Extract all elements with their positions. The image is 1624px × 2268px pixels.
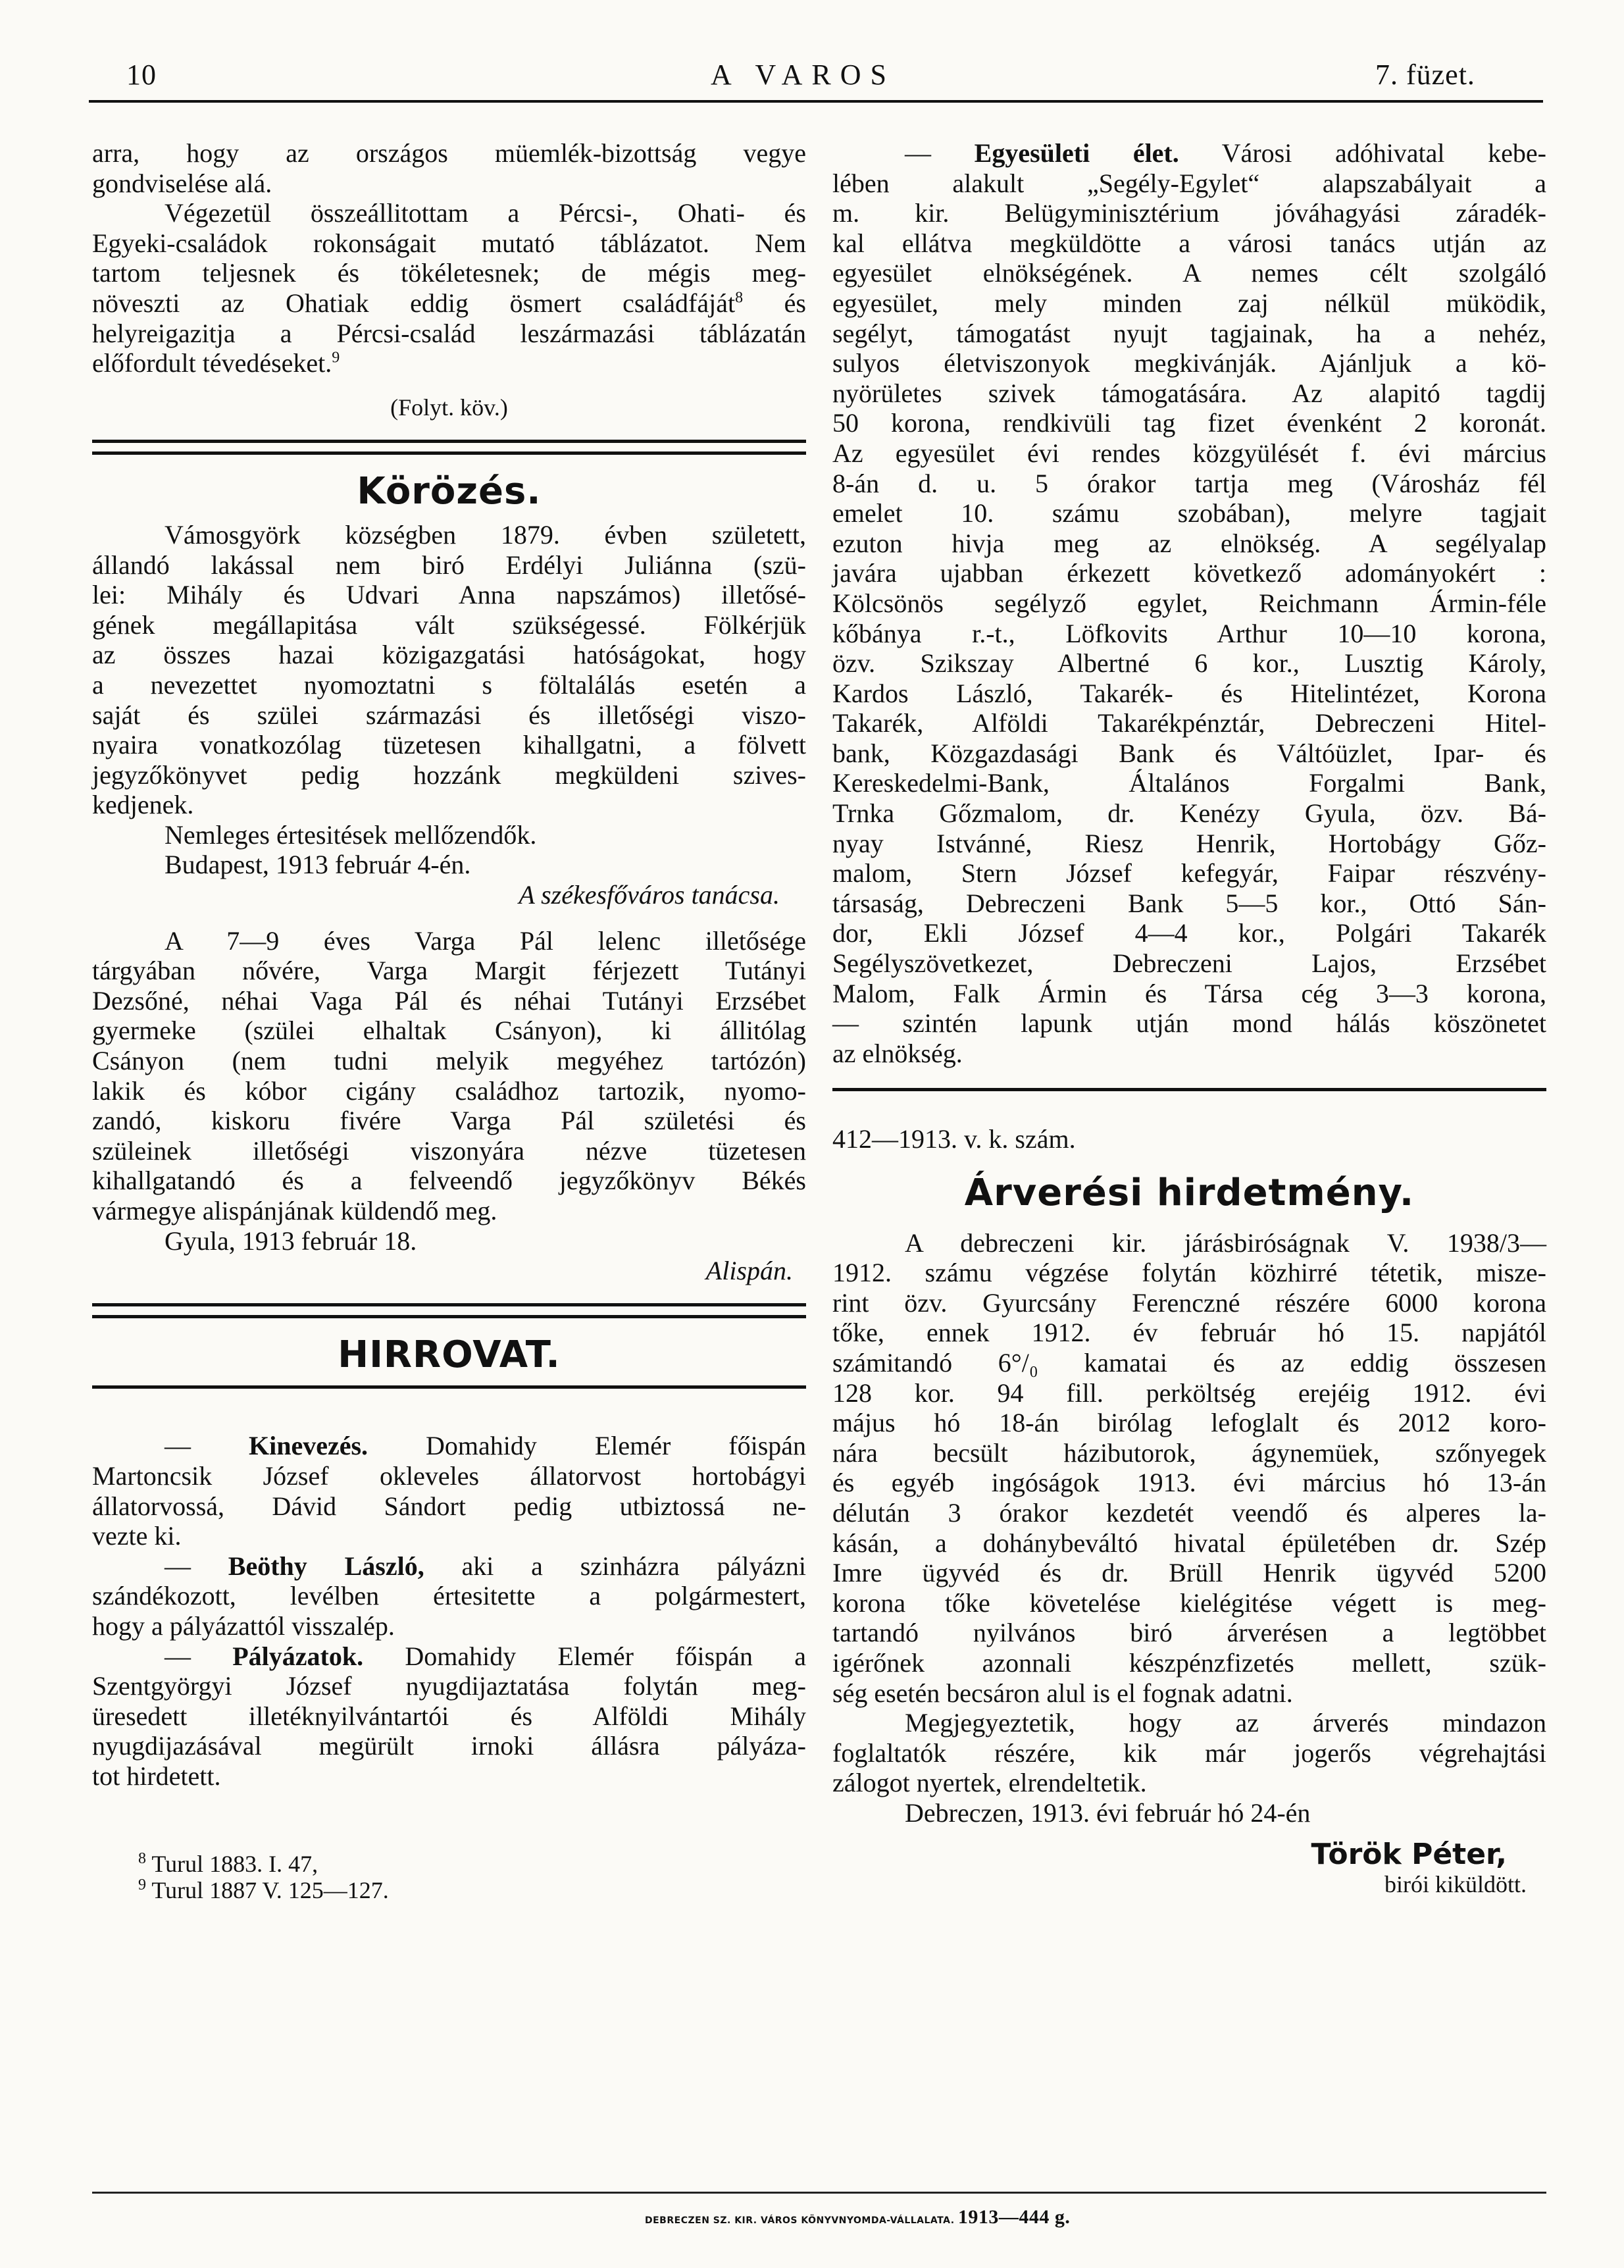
text-line: ség esetén becsáron alul is el fognak adatni. xyxy=(832,1678,1293,1708)
section-title: Árverési hirdetmény. xyxy=(964,1172,1415,1214)
text-line: nyugdijazásával megürült irnoki állásra pályáza- xyxy=(92,1731,806,1761)
printer-imprint xyxy=(645,2206,1070,2229)
title-rule xyxy=(92,1385,806,1389)
text-line: Dezsőné, néhai Vaga Pál és néhai Tutányi Erzsébet xyxy=(92,985,806,1016)
text-line: szüleinek illetőségi viszonyára nézve tüzetesen xyxy=(92,1135,806,1166)
section-title: Körözés. xyxy=(357,470,542,513)
footnote-ref[interactable]: 9 xyxy=(332,349,340,367)
text-line: nára becsült házibutorok, ágynemüek, szőnyegek xyxy=(832,1437,1546,1468)
text-line: helyreigazitja a Pércsi-család leszármazási táblázatán xyxy=(92,318,806,348)
text-line: Megjegyeztetik, hogy az árverés mindazon xyxy=(905,1708,1546,1738)
text-line: zálogot nyertek, elrendeltetik. xyxy=(832,1768,1147,1798)
text-line: Imre ügyvéd és dr. Brüll Henrik ügyvéd 5200 xyxy=(832,1558,1546,1588)
text-line: lében alakult „Segély-Egylet“ alapszabályait a xyxy=(832,168,1546,198)
text-line: nyörületes szivek támogatására. Az alapitó tagdij xyxy=(832,378,1546,408)
text-line: A 7—9 éves Varga Pál lelenc illetősége xyxy=(165,925,806,956)
text-line: Segélyszövetkezet, Debreczeni Lajos, Erzsébet xyxy=(832,948,1546,979)
text-line xyxy=(92,348,806,378)
publication-title: A VAROS xyxy=(711,59,896,91)
footnote-text: Turul 1883. I. 47, xyxy=(151,1850,318,1877)
text-line: 8-án d. u. 5 órakor tartja meg (Városház fél xyxy=(832,468,1546,498)
text-line: ezuton hivja meg az elnökség. A segélyalap xyxy=(832,528,1546,558)
text-line: özv. Szikszay Albertné 6 kor., Lusztig Károly, xyxy=(832,648,1546,679)
text-line: gyermeke (szülei elhaltak Csányon), ki állitólag xyxy=(92,1016,806,1046)
text-line: kedjenek. xyxy=(92,790,194,820)
news-item xyxy=(92,1641,806,1791)
footnote xyxy=(138,1851,806,1877)
to-be-continued: (Folyt. köv.) xyxy=(390,394,508,421)
text-line: 1912. számu végzése folytán közhirré tétetik, misze- xyxy=(832,1258,1546,1288)
text-line: kal ellátva megküldötte a városi tanács utján az xyxy=(832,228,1546,258)
text-line: egyesület, mely minden zaj nélkül müködik, xyxy=(832,288,1546,318)
text-fragment: Domahidy Elemér főispán a xyxy=(405,1641,806,1671)
text-line: 128 kor. 94 fill. perköltség erejéig 1912. évi xyxy=(832,1378,1546,1408)
hirrovat-section xyxy=(92,1333,807,1791)
place-date: Debreczen, 1913. évi február hó 24-én xyxy=(905,1797,1311,1828)
text-line: dor, Ekli József 4—4 kor., Polgári Takarék xyxy=(832,918,1546,948)
news-heading: Egyesületi élet. xyxy=(974,138,1179,168)
text-line: szándékozott, levélben értesitette a polgármestert, xyxy=(92,1581,806,1611)
text-line: Kardos László, Takarék- és Hitelintézet, Korona xyxy=(832,678,1546,708)
footnote xyxy=(138,1877,806,1903)
place-date: Gyula, 1913 február 18. xyxy=(165,1225,417,1256)
text-line: a nevezettet nyomoztatni s föltalálás esetén a xyxy=(92,669,806,700)
text-line: m. kir. Belügyminisztérium jóváhagyási záradék- xyxy=(832,198,1546,228)
footnote-text: Turul 1887 V. 125—127. xyxy=(151,1876,389,1903)
text-line: állandó lakással nem biró Erdélyi Juliánna (szü- xyxy=(92,550,806,580)
news-item xyxy=(92,1551,806,1641)
text-line: délután 3 órakor kezdetét veendő és alperes la- xyxy=(832,1497,1546,1528)
text-line: arra, hogy az országos müemlék-bizottság vegye xyxy=(92,138,806,168)
signature: A székesfőváros tanácsa. xyxy=(519,880,780,910)
text-line: tot hirdetett. xyxy=(92,1761,221,1791)
text-line: Csányon (nem tudni melyik megyéhez tartózón) xyxy=(92,1046,806,1076)
text-line: Trnka Gőzmalom, dr. Kenézy Gyula, özv. Bá- xyxy=(832,798,1546,829)
text-fragment: előfordult tévedéseket. xyxy=(92,348,332,378)
text-line xyxy=(92,288,806,319)
text-line: állatorvossá, Dávid Sándort pedig utbiztossá ne- xyxy=(92,1491,806,1521)
text-line: rint özv. Gyurcsány Ferenczné részére 6000 korona xyxy=(832,1287,1546,1318)
text-line: kásán, a dohánybeváltó hivatal épületében dr. Szép xyxy=(832,1528,1546,1558)
text-line: Vámosgyörk községben 1879. évben született, xyxy=(165,519,806,550)
text-line: Takarék, Alföldi Takarékpénztár, Debreczeni Hitel- xyxy=(832,708,1546,738)
text-line: — szintén lapunk utján mond hálás köszönetet xyxy=(832,1008,1546,1039)
signer-title: birói kiküldött. xyxy=(1384,1871,1527,1898)
text-line: — Egyesületi élet. Városi adóhivatal kebe- xyxy=(905,138,1546,168)
text-line: foglaltatók részére, kik már jogerős végrehajtási xyxy=(832,1738,1546,1768)
text-line: — Beöthy László, aki a szinházra pályázni xyxy=(165,1551,806,1581)
text-line: emelet 10. számu szobában), melyre tagjait xyxy=(832,498,1546,528)
text-fragment: Domahidy Elemér főispán xyxy=(426,1431,807,1461)
text-line: tartom teljesnek és tökéletesnek; de mégis meg- xyxy=(92,258,806,288)
text-fragment: aki a szinházra pályázni xyxy=(461,1551,806,1581)
text-line: 50 korona, rendkivüli tag fizet évenként 2 koronát. xyxy=(832,408,1546,438)
text-line: Malom, Falk Ármin és Társa cég 3—3 korona, xyxy=(832,978,1546,1008)
text-line: kőbánya r.-t., Löfkovits Arthur 10—10 korona, xyxy=(832,618,1546,648)
text-line: vezte ki. xyxy=(92,1521,182,1551)
continued-article xyxy=(92,138,806,423)
page-number: 10 xyxy=(126,59,157,91)
left-column xyxy=(92,138,806,1903)
footnote-ref[interactable]: 8 xyxy=(735,289,744,307)
text-line: igérőnek azonnali készpénzfizetés mellett, szük- xyxy=(832,1647,1546,1678)
header-rule xyxy=(89,100,1543,103)
text-line: malom, Stern József kefegyár, Faipar részvény- xyxy=(832,858,1546,889)
text-line: nyaira vonatkozólag tüzetesen kihallgatni, a fölvett xyxy=(92,730,806,760)
text-line: Az egyesület évi rendes közgyülését f. évi március xyxy=(832,438,1546,468)
text-line: saját és szülei származási és illetőségi viszo- xyxy=(92,700,806,730)
text-fragment: Városi adóhivatal kebe- xyxy=(1221,138,1546,168)
text-line: vármegye alispánjának küldendő meg. xyxy=(92,1196,497,1225)
text-line: — Kinevezés. Domahidy Elemér főispán xyxy=(165,1431,807,1461)
text-line: társaság, Debreczeni Bank 5—5 kor., Ottó Sán- xyxy=(832,888,1546,918)
text-line: gondviselése alá. xyxy=(92,168,272,198)
text-line: zandó, kiskoru fivére Varga Pál születési és xyxy=(92,1106,806,1136)
news-item xyxy=(92,1431,806,1551)
text-line: bank, Közgazdasági Bank és Váltóüzlet, Ipar- és xyxy=(832,738,1546,768)
text-line: Kereskedelmi-Bank, Általános Forgalmi Bank, xyxy=(832,768,1546,798)
text-line: korona tőke követelése kielégitése végett is meg- xyxy=(832,1587,1546,1618)
text-line: javára ujabban érkezett következő adományokért : xyxy=(832,558,1546,588)
signature: Alispán. xyxy=(705,1256,793,1286)
footnotes xyxy=(92,1851,806,1903)
text-line: Szentgyörgyi József nyugdijaztatása folytán meg- xyxy=(92,1671,806,1701)
footer-rule xyxy=(92,2192,1546,2194)
text-line: tárgyában nővére, Varga Margit férjezett Tutányi xyxy=(92,956,806,986)
text-line: lei: Mihály és Udvari Anna napszámos) illetősé- xyxy=(92,580,806,610)
section-divider xyxy=(832,1088,1546,1091)
text-line: jegyzőkönyvet pedig hozzánk megküldeni szives- xyxy=(92,760,806,790)
text-line: segélyt, támogatást nyujt tagjainak, ha a nehéz, xyxy=(832,318,1546,348)
text-line: Kölcsönös segélyző egylet, Reichmann Ármin-féle xyxy=(832,588,1546,618)
text-line: hogy a pályázattól visszalép. xyxy=(92,1611,395,1641)
text-line: az összes hazai közigazgatási hatóságokat, hogy xyxy=(92,640,806,670)
issue-label: 7. füzet. xyxy=(1375,59,1475,91)
text-line: egyesület elnökségének. A nemes célt szolgáló xyxy=(832,258,1546,288)
egyesuleti-item xyxy=(832,138,1546,1068)
text-fragment: növeszti az Ohatiak eddig ösmert családfáját xyxy=(92,288,736,318)
text-line: Egyeki-családok rokonságait mutató táblázatot. Nem xyxy=(92,228,806,258)
section-divider xyxy=(92,1303,806,1320)
text-line: tőke, ennek 1912. év február hó 15. napjától xyxy=(832,1318,1546,1348)
text-line: Végezetül összeállitottam a Pércsi-, Ohati- és xyxy=(165,198,806,228)
text-line: sulyos életviszonyok megkivánják. Ajánljuk a kö- xyxy=(832,348,1546,378)
text-line: A debreczeni kir. járásbiróságnak V. 1938/3— xyxy=(905,1227,1546,1258)
text-line: lakik és kóbor cigány családhoz tartozik, nyomo- xyxy=(92,1075,806,1106)
text-line: az elnökség. xyxy=(832,1038,963,1068)
case-number: 412—1913. v. k. szám. xyxy=(832,1124,1076,1154)
footnote-mark: 9 xyxy=(138,1876,146,1894)
text-line: üresedett illetéknyilvántartói és Alföldi Mihály xyxy=(92,1701,806,1731)
text-fragment: és xyxy=(784,288,806,318)
footnote-mark: 8 xyxy=(138,1849,146,1867)
news-heading: Kinevezés. xyxy=(248,1431,368,1461)
text-line: és egyéb ingóságok 1913. évi március hó 13-án xyxy=(832,1468,1546,1498)
text-line: gének megállapitása vált szükségessé. Fölkérjük xyxy=(92,609,806,640)
note-line: Nemleges értesitések mellőzendők. xyxy=(165,819,537,850)
news-heading: Beöthy László, xyxy=(228,1551,424,1581)
text-line: Martoncsik József okleveles állatorvost hortobágyi xyxy=(92,1460,806,1491)
auction-notice xyxy=(832,1124,1546,1899)
place-date: Budapest, 1913 február 4-én. xyxy=(165,850,471,880)
signer-name: Török Péter, xyxy=(1311,1838,1507,1872)
text-line: május hó 18-án birólag lefoglalt és 2012 koro- xyxy=(832,1408,1546,1438)
job-number: 1913—444 g. xyxy=(957,2206,1071,2228)
text-line: kihallgatandó és a felveendő jegyzőkönyv Békés xyxy=(92,1166,806,1196)
text-line: nyay Istvánné, Riesz Henrik, Hortobágy Gőz- xyxy=(832,828,1546,858)
section-divider xyxy=(92,440,806,457)
korozes-section xyxy=(92,470,806,1286)
printer-name: DEBRECZEN SZ. KIR. VÁROS KÖNYVNYOMDA-VÁLLALATA. xyxy=(645,2215,955,2226)
news-heading: Pályázatok. xyxy=(232,1641,364,1671)
text-line: számitandó 6°/₀ kamatai és az eddig összesen xyxy=(832,1347,1546,1378)
text-line: — Pályázatok. Domahidy Elemér főispán a xyxy=(165,1641,806,1671)
right-column xyxy=(832,138,1546,1900)
section-title: HIRROVAT. xyxy=(338,1333,561,1376)
text-line: tartandó nyilvános biró árverésen a legtöbbet xyxy=(832,1618,1546,1648)
